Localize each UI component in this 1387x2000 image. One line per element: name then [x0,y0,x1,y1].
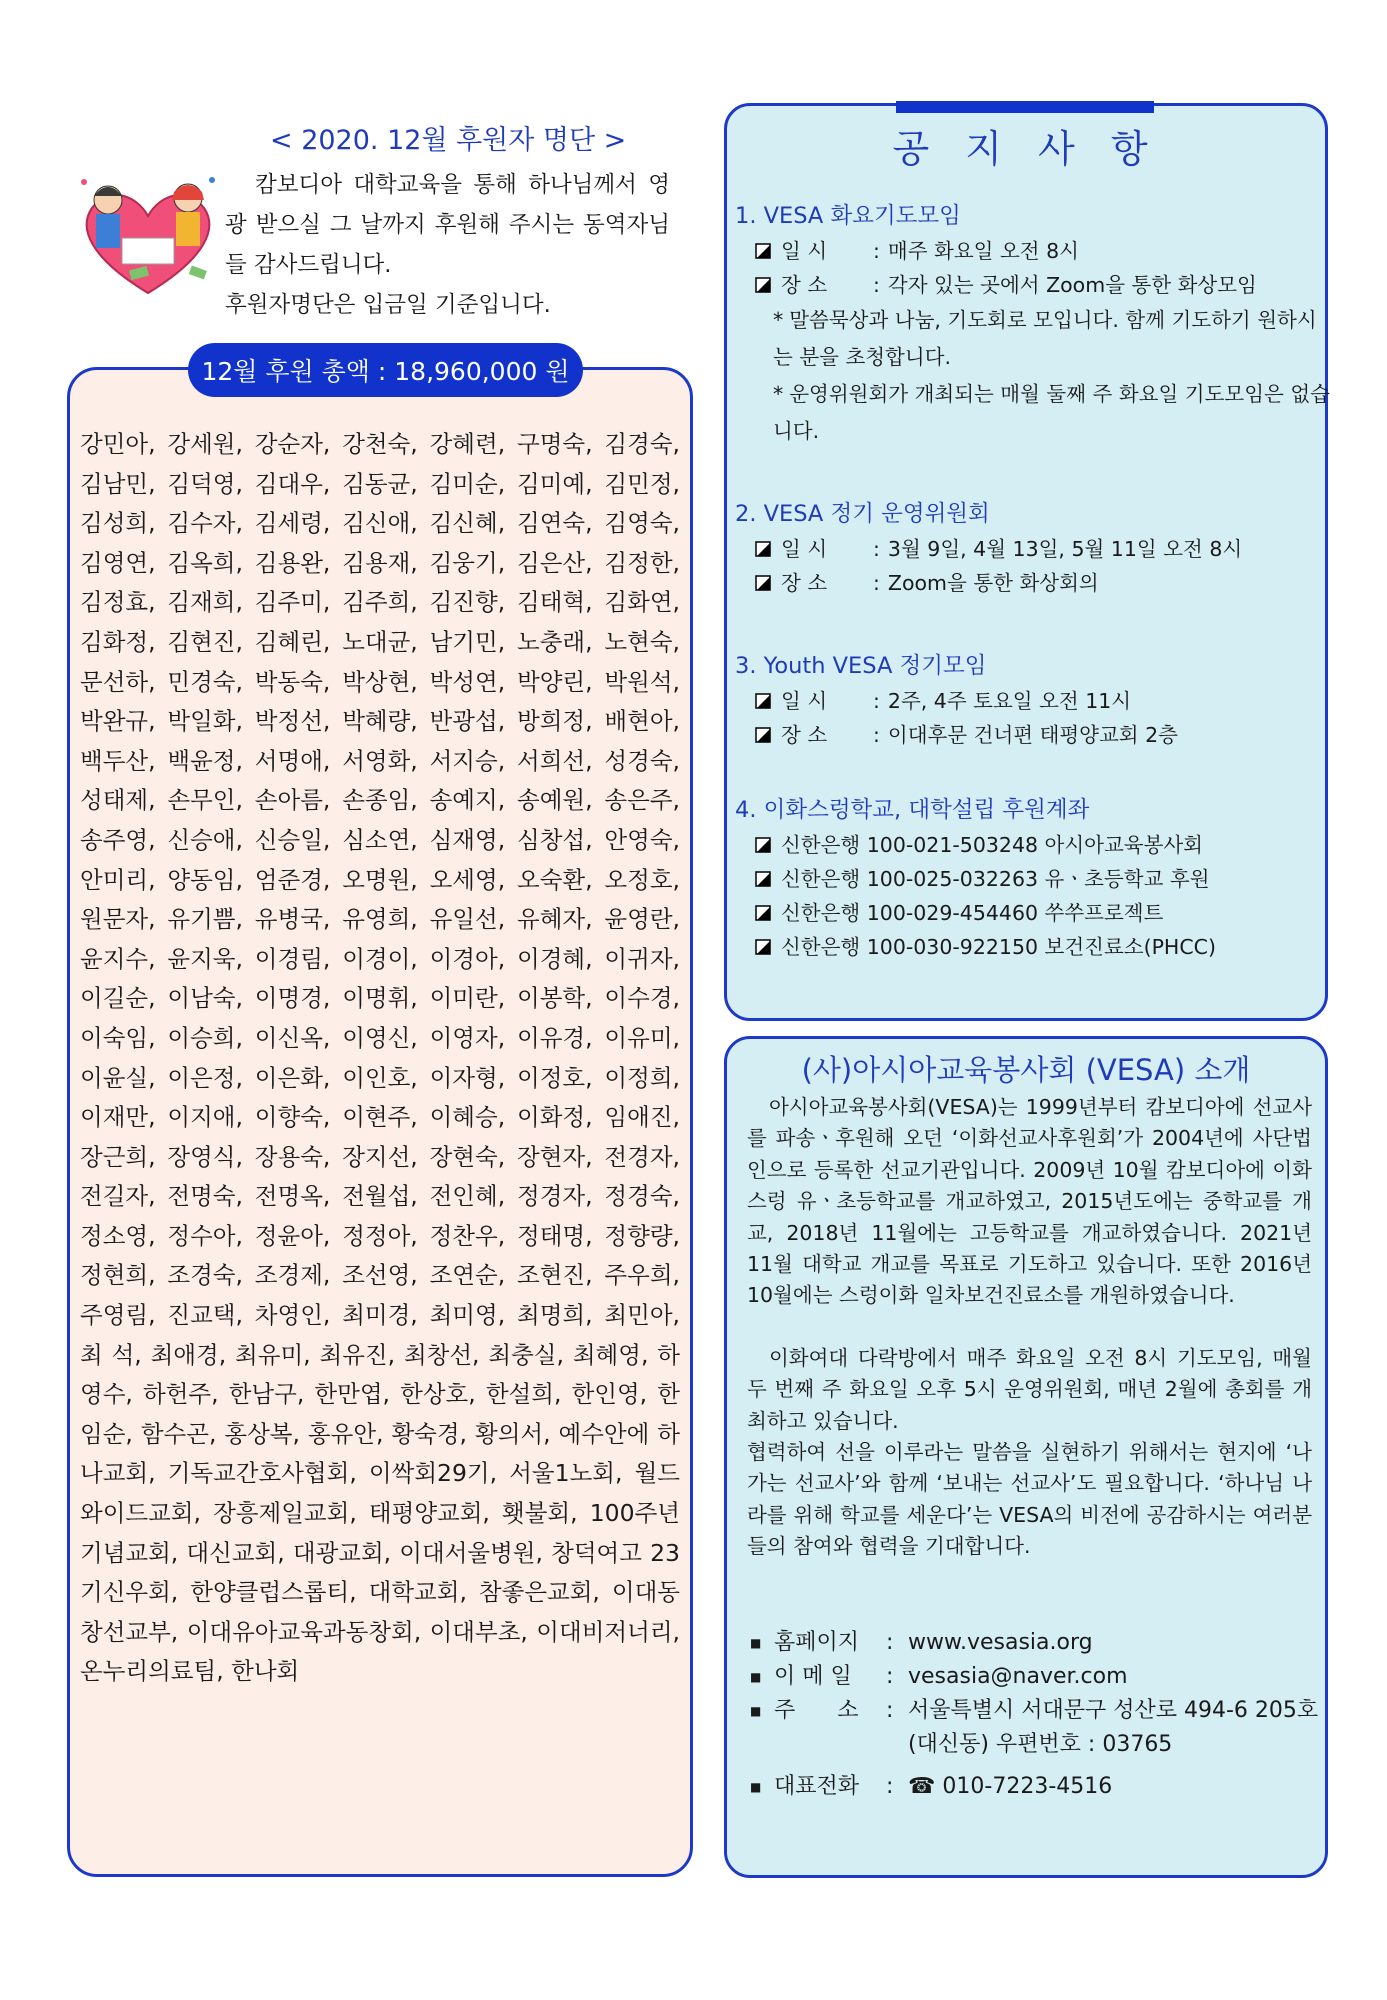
notice-section-2 [735,496,1325,600]
checkbox-icon [755,541,771,557]
row-key: 일 시 [781,537,828,561]
about-paragraph: 협력하여 선을 이루라는 말씀을 실현하기 위해서는 현지에 ‘나가는 선교사’와 함께 ‘보내는 선교사’도 필요합니다. ‘하나님 나라를 위해 학교를 세운다’는 VESA의 비전에 공감하시는 여러분들의 참여와 협력을 기대합니다. [747,1440,1312,1559]
notice-row: 일 시 : 2주, 4주 토요일 오전 11시 [735,684,1325,718]
contact-list [750,1626,1320,1804]
checkbox-icon [755,871,771,887]
account-text: 신한은행 100-025-032263 유ㆍ초등학교 후원 [781,867,1210,891]
row-value: Zoom을 통한 화상회의 [887,571,1099,595]
donor-title: < 2020. 12월 후원자 명단 > [270,125,627,156]
notice-section-3 [735,648,1325,752]
notice-title: 공 지 사 항 [892,127,1160,171]
donor-intro-text: 캄보디아 대학교육을 통해 하나님께서 영광 받으실 그 날까지 후원해 주시는 동역자님들 감사드립니다. [225,172,670,278]
donor-intro [225,165,670,325]
account-row [735,828,1325,862]
account-text: 신한은행 100-029-454460 쑤쑤프로젝트 [781,901,1164,925]
homepage-link[interactable]: www.vesasia.org [908,1630,1093,1655]
notice-note: * 말씀묵상과 나눔, 기도회로 모입니다. 함께 기도하기 원하시는 분을 초청합니다. [773,308,1317,369]
about-title: (사)아시아교육봉사회 (VESA) 소개 [801,1053,1251,1087]
about-body [747,1092,1312,1563]
row-value: 각자 있는 곳에서 Zoom을 통한 화상모임 [887,273,1257,297]
donation-total-badge: 12월 후원 총액 : 18,960,000 원 [188,343,583,397]
checkbox-icon [755,693,771,709]
contact-homepage: ■ 홈페이지 : www.vesasia.org [750,1626,1320,1660]
notice-row: 장 소 : 이대후문 건너편 태평양교회 2층 [735,718,1325,752]
phone-text: ☎ 010-7223-4516 [908,1774,1113,1799]
square-bullet-icon: ■ [750,1780,762,1794]
about-paragraph: 이화여대 다락방에서 매주 화요일 오전 8시 기도모임, 매월 두 번째 주 화요일 오후 5시 운영위원회, 매년 2월에 총회를 개최하고 있습니다. [747,1345,1312,1433]
contact-label: 이 메 일 [774,1664,852,1689]
section-heading: 1. VESA 화요기도모임 [735,203,961,229]
email-link[interactable]: vesasia@naver.com [908,1664,1128,1689]
note-text: 말씀묵상과 나눔, 기도회로 모입니다. 함께 기도하기 원하시는 분을 초청합니다. [773,308,1317,369]
row-key: 장 소 [781,273,828,297]
checkbox-icon [755,575,771,591]
checkbox-icon [755,243,771,259]
checkbox-icon [755,939,771,955]
notice-row: 일 시 : 3월 9일, 4월 13일, 5월 11일 오전 8시 [735,532,1325,566]
contact-address: ■ 주 소 : 서울특별시 서대문구 성산로 494-6 205호(대신동) 우편번호 : 03765 [750,1694,1320,1762]
row-key: 장 소 [781,571,828,595]
notice-section-4 [735,792,1325,964]
checkbox-icon [755,727,771,743]
account-row [735,896,1325,930]
section-heading: 4. 이화스렁학교, 대학설립 후원계좌 [735,797,1090,823]
section-heading: 2. VESA 정기 운영위원회 [735,501,990,527]
square-bullet-icon: ■ [750,1704,762,1718]
notice-row: 장 소 : 각자 있는 곳에서 Zoom을 통한 화상모임 [735,268,1325,302]
address-text: 서울특별시 서대문구 성산로 494-6 205호(대신동) 우편번호 : 03765 [908,1698,1319,1757]
checkbox-icon [755,837,771,853]
notice-note: * 운영위원회가 개최되는 매월 둘째 주 화요일 기도모임은 없습니다. [773,382,1330,443]
donor-names: 강민아, 강세원, 강순자, 강천숙, 강혜련, 구명숙, 김경숙, 김남민, 김덕영, 김대우, 김동균, 김미순, 김미예, 김민정, 김성희, 김수자, 김세령, 김신애, 김신혜, 김연숙, 김영숙, 김영연, 김옥희, 김용완, 김용재, 김웅기, 김은산, 김정한, 김정효, 김재희, 김주미, 김주희, 김진향, 김태혁, 김화연, 김화정, 김현진, 김혜린, 노대균, 남기민, 노충래, 노현숙, 문선하, 민경숙, 박동숙, 박상현, 박성연, 박양린, 박원석, 박완규, 박일화, 박정선, 박혜량, 반광섭, 방희정, 배현아, 백두산, 백윤정, 서명애, 서영화, 서지승, 서희선, 성경숙, 성태제, 손무인, 손아름, 손종임, 송예지, 송예원, 송은주, 송주영, 신승애, 신승일, 심소연, 심재영, 심창섭, 안영숙, 안미리, 양동임, 엄준경, 오명원, 오세영, 오숙환, 오정호, 원문자, 유기쁨, 유병국, 유영희, 유일선, 유혜자, 윤영란, 윤지수, 윤지욱, 이경림, 이경이, 이경아, 이경혜, 이귀자, 이길순, 이남숙, 이명경, 이명휘, 이미란, 이봉학, 이수경, 이숙임, 이승희, 이신옥, 이영신, 이영자, 이유경, 이유미, 이윤실, 이은정, 이은화, 이인호, 이자형, 이정호, 이정희, 이재만, 이지애, 이향숙, 이현주, 이혜승, 이화정, 임애진, 장근희, 장영식, 장용숙, 장지선, 장현숙, 장현자, 전경자, 전길자, 전명숙, 전명옥, 전월섭, 전인혜, 정경자, 정경숙, 정소영, 정수아, 정윤아, 정정아, 정찬우, 정태명, 정향량, 정현희, 조경숙, 조경제, 조선영, 조연순, 조현진, 주우희, 주영림, 진교택, 차영인, 최미경, 최미영, 최명희, 최민아, 최 석, 최애경, 최유미, 최유진, 최창선, 최충실, 최혜영, 하영수, 하헌주, 한남구, 한만엽, 한상호, 한설희, 한인영, 한임순, 함수곤, 홍상복, 홍유안, 황숙경, 황의서, 예수안에 하나교회, 기독교간호사협회, 이싹회29기, 서울1노회, 월드와이드교회, 장흥제일교회, 태평양교회, 횃불회, 100주년기념교회, 대신교회, 대광교회, 이대서울병원, 창덕여고 23기신우회, 한양클럽스롭티, 대학교회, 참좋은교회, 이대동창선교부, 이대유아교육과동창회, 이대부초, 이대비저너리, 온누리의료팀, 한나회 [80,430,680,1686]
contact-label: 주 소 [774,1698,859,1723]
row-value: 2주, 4주 토요일 오전 11시 [887,689,1132,713]
square-bullet-icon: ■ [750,1636,762,1650]
checkbox-icon [755,277,771,293]
account-text: 신한은행 100-030-922150 보건진료소(PHCC) [781,935,1216,959]
square-bullet-icon: ■ [750,1670,762,1684]
contact-label: 대표전화 [774,1774,860,1799]
checkbox-icon [755,905,771,921]
donor-note: 후원자명단은 입금일 기준입니다. [225,292,551,318]
row-key: 일 시 [781,689,828,713]
row-value: 3월 9일, 4월 13일, 5월 11일 오전 8시 [887,537,1243,561]
row-value: 매주 화요일 오전 8시 [887,239,1079,263]
contact-label: 홈페이지 [774,1630,860,1655]
heart-children-illustration [70,168,225,303]
note-text: 운영위원회가 개최되는 매월 둘째 주 화요일 기도모임은 없습니다. [773,382,1330,443]
about-paragraph: 아시아교육봉사회(VESA)는 1999년부터 캄보디아에 선교사를 파송ㆍ후원해 오던 ‘이화선교사후원회’가 2004년에 사단법인으로 등록한 선교기관입니다. 2009년 10월 캄보디아에 이화스렁 유ㆍ초등학교를 개교하였고, 2015년도에는 중학교를 개교, 2018년 11월에는 고등학교를 개교하였습니다. 2021년 11월 대학교 개교를 목표로 기도하고 있습니다. 또한 2016년 10월에는 스렁이화 일차보건진료소를 개원하였습니다. [747,1095,1312,1308]
account-text: 신한은행 100-021-503248 아시아교육봉사회 [781,833,1203,857]
notice-section-1 [735,198,1330,450]
notice-tab-bar [896,101,1154,113]
account-row [735,930,1325,964]
notice-row: 장 소 : Zoom을 통한 화상회의 [735,566,1325,600]
row-value: 이대후문 건너편 태평양교회 2층 [887,723,1178,747]
account-row [735,862,1325,896]
contact-email: ■ 이 메 일 : vesasia@naver.com [750,1660,1320,1694]
row-key: 일 시 [781,239,828,263]
notice-row: 일 시 : 매주 화요일 오전 8시 [735,234,1325,268]
section-heading: 3. Youth VESA 정기모임 [735,653,987,679]
row-key: 장 소 [781,723,828,747]
contact-phone: ■ 대표전화 : ☎ 010-7223-4516 [750,1770,1320,1804]
